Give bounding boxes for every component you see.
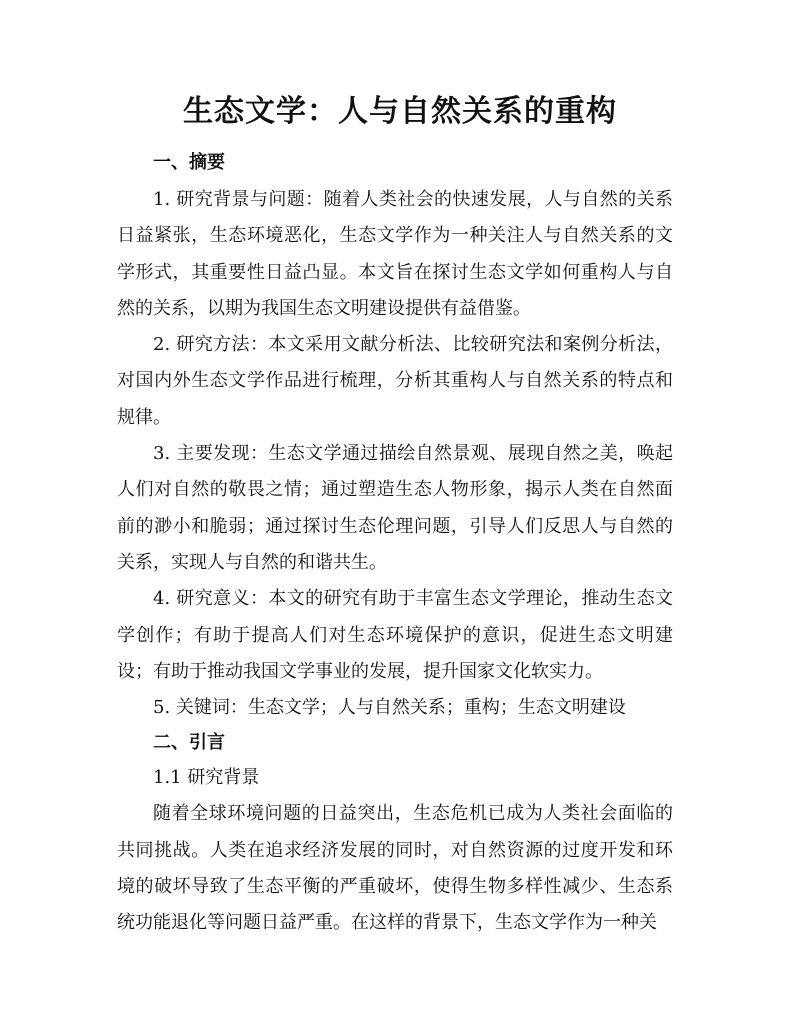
abstract-paragraph: 3. 主要发现：生态文学通过描绘自然景观、展现自然之美，唤起人们对自然的敬畏之情；通过塑造生态人物形象，揭示人类在自然面前的渺小和脆弱；通过探讨生态伦理问题，引导人们反思人与自然的关系，实现人与自然的和谐共生。 bbox=[117, 443, 673, 573]
document-body bbox=[117, 146, 673, 942]
section-heading-introduction: 二、引言 bbox=[153, 732, 225, 754]
abstract-paragraph: 2. 研究方法：本文采用文献分析法、比较研究法和案例分析法，对国内外生态文学作品进行梳理，分析其重构人与自然关系的特点和规律。 bbox=[117, 334, 673, 428]
abstract-paragraph: 4. 研究意义：本文的研究有助于丰富生态文学理论，推动生态文学创作；有助于提高人们对生态环境保护的意识，促进生态文明建设；有助于推动我国文学事业的发展，提升国家文化软实力。 bbox=[117, 588, 673, 682]
document-title: 生态文学：人与自然关系的重构 bbox=[183, 94, 617, 129]
introduction-paragraph: 随着全球环境问题的日益突出，生态危机已成为人类社会面临的共同挑战。人类在追求经济发展的同时，对自然资源的过度开发和环境的破坏导致了生态平衡的严重破坏，使得生物多样性减少、生态系统功能退化等问题日益严重。在这样的背景下，生态文学作为一种关 bbox=[117, 803, 673, 934]
subsection-heading-background: 1.1 研究背景 bbox=[153, 767, 260, 789]
section-heading-abstract: 一、摘要 bbox=[153, 152, 225, 173]
abstract-paragraph: 1. 研究背景与问题：随着人类社会的快速发展，人与自然的关系日益紧张，生态环境恶化，生态文学作为一种关注人与自然关系的文学形式，其重要性日益凸显。本文旨在探讨生态文学如何重构人与自然的关系，以期为我国生态文明建设提供有益借鉴。 bbox=[117, 189, 673, 319]
keywords-paragraph: 5. 关键词：生态文学；人与自然关系；重构；生态文明建设 bbox=[153, 697, 626, 719]
